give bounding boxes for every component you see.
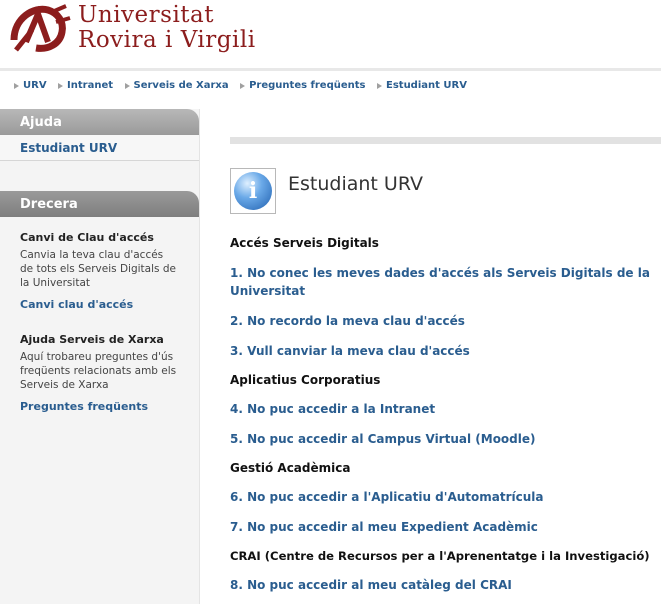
breadcrumb-link-serveis-xarxa[interactable]: Serveis de Xarxa xyxy=(133,80,229,91)
breadcrumb-link-urv[interactable]: URV xyxy=(23,80,47,91)
sidebar-link-estudiant[interactable]: Estudiant URV xyxy=(20,141,118,155)
faq-question-link[interactable]: 1. No conec les meves dades d'accés als Serveis Digitals de la Universitat xyxy=(230,266,650,298)
university-name xyxy=(78,3,256,53)
sidebar-item-estudiant xyxy=(0,135,199,161)
breadcrumb-link-preguntes[interactable]: Preguntes freqüents xyxy=(249,80,366,91)
sidebar xyxy=(0,109,200,604)
header-divider xyxy=(0,68,661,71)
shortcut-title: Ajuda Serveis de Xarxa xyxy=(20,333,164,346)
faq-question-link[interactable]: 7. No puc accedir al meu Expedient Acadèmic xyxy=(230,520,538,534)
page-title-row xyxy=(230,168,423,214)
breadcrumb xyxy=(14,80,475,92)
breadcrumb-link-intranet[interactable]: Intranet xyxy=(67,80,114,91)
sidebar-heading-help: Ajuda xyxy=(0,109,199,135)
breadcrumb-item xyxy=(125,80,229,91)
section-heading: Gestió Acadèmica xyxy=(230,461,351,475)
section-heading: Aplicatius Corporatius xyxy=(230,373,381,387)
breadcrumb-arrow-icon xyxy=(58,83,63,89)
sidebar-spacer xyxy=(0,161,199,191)
shortcut-description: Aquí trobareu preguntes d'ús freqüents relacionats amb els Serveis de Xarxa xyxy=(20,351,177,391)
shortcut-title: Canvi de Clau d'accés xyxy=(20,231,154,244)
faq-question-link[interactable]: 4. No puc accedir a la Intranet xyxy=(230,402,436,416)
change-password-link[interactable]: Canvi clau d'accés xyxy=(20,298,134,311)
shortcut-block-help xyxy=(0,333,199,413)
sidebar-heading-shortcut: Drecera xyxy=(0,191,199,217)
university-name-line1: Universitat xyxy=(78,2,215,28)
section-heading: CRAI (Centre de Recursos per a l'Aprenentatge i la Investigació) xyxy=(230,549,650,563)
breadcrumb-link-estudiant[interactable]: Estudiant URV xyxy=(386,80,467,91)
info-icon-frame xyxy=(230,168,276,214)
breadcrumb-item xyxy=(377,80,467,91)
faq-question-link[interactable]: 6. No puc accedir a l'Aplicatiu d'Automatrícula xyxy=(230,490,544,504)
breadcrumb-item xyxy=(58,80,113,91)
breadcrumb-item xyxy=(14,80,47,91)
urv-logo-icon[interactable] xyxy=(8,0,74,56)
info-icon: i xyxy=(234,172,272,210)
breadcrumb-arrow-icon xyxy=(240,83,245,89)
breadcrumb-item xyxy=(240,80,365,91)
faq-question-link[interactable]: 5. No puc accedir al Campus Virtual (Moodle) xyxy=(230,432,536,446)
shortcut-description: Canvia la teva clau d'accés de tots els Serveis Digitals de la Universitat xyxy=(20,249,176,289)
breadcrumb-arrow-icon xyxy=(14,83,19,89)
shortcut-block-password xyxy=(0,231,199,311)
faq-question-link[interactable]: 2. No recordo la meva clau d'accés xyxy=(230,314,465,328)
faq-question-link[interactable]: 3. Vull canviar la meva clau d'accés xyxy=(230,344,470,358)
main-divider xyxy=(230,137,661,144)
section-heading: Accés Serveis Digitals xyxy=(230,236,379,250)
faq-link[interactable]: Preguntes freqüents xyxy=(20,400,149,413)
breadcrumb-arrow-icon xyxy=(377,83,382,89)
faq-question-link[interactable]: 8. No puc accedir al meu catàleg del CRAI xyxy=(230,578,512,592)
breadcrumb-arrow-icon xyxy=(125,83,130,89)
faq-content xyxy=(230,235,661,594)
site-header xyxy=(0,0,661,68)
university-name-line2: Rovira i Virgili xyxy=(78,27,256,53)
page-title: Estudiant URV xyxy=(288,173,423,195)
